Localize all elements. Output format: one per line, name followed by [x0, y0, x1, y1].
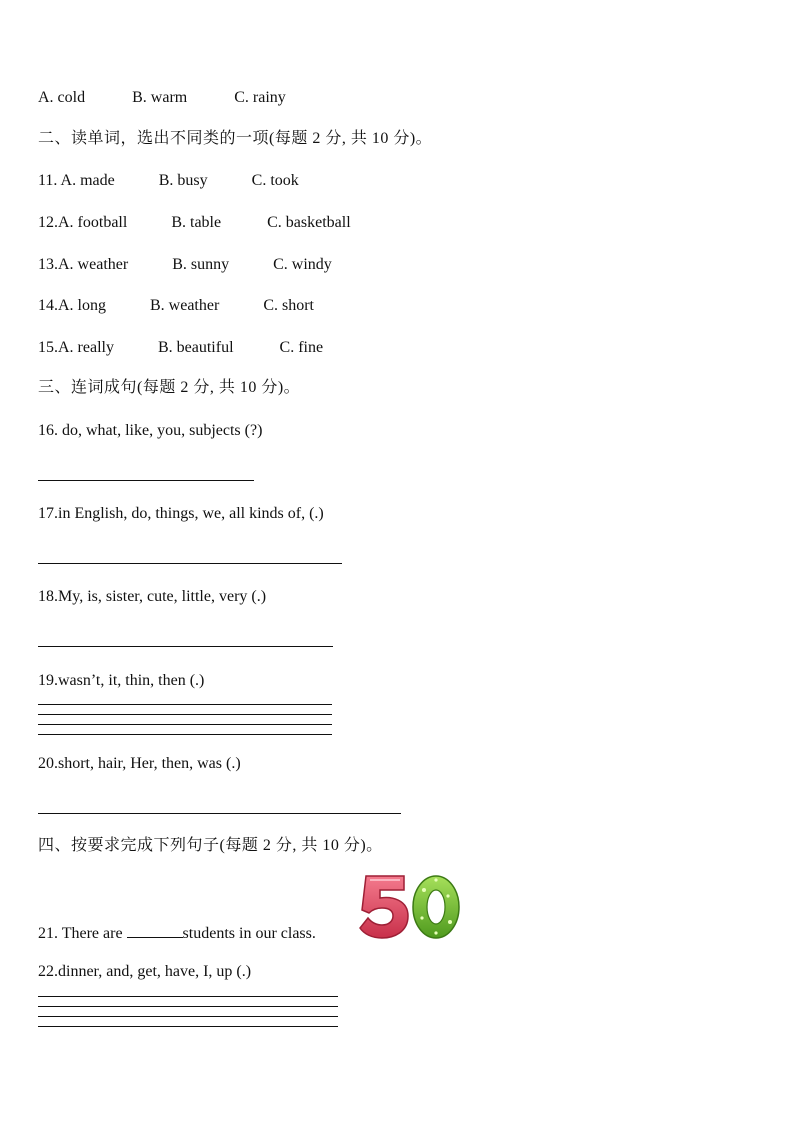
q11-option-c: C. took [251, 172, 299, 189]
q11-number: 11. [38, 172, 58, 189]
q12-option-b: B. table [171, 214, 222, 231]
q18-answer-line[interactable] [38, 646, 333, 647]
q19-answer-line-2[interactable] [38, 714, 332, 715]
q12-option-c: C. basketball [267, 214, 351, 231]
q13-option-b: B. sunny [172, 256, 230, 273]
q11-option-b: B. busy [158, 172, 208, 189]
q22-text: 22.dinner, and, get, have, I, up (.) [38, 963, 252, 980]
q15-option-c: C. fine [279, 339, 324, 356]
q10-options [38, 88, 286, 108]
q22-answer-line-3[interactable] [38, 1016, 338, 1017]
q14-number: 14. [38, 297, 58, 314]
q11 [38, 171, 299, 191]
q10-option-c: C. rainy [234, 89, 286, 106]
q19-answer-line-1[interactable] [38, 704, 332, 705]
q14-option-a: A. long [58, 297, 106, 314]
q19-text: 19.wasn’t, it, thin, then (.) [38, 672, 205, 689]
q10-option-a: A. cold [38, 89, 86, 106]
q17-text: 17.in English, do, things, we, all kinds of, (.) [38, 505, 324, 522]
q16-text: 16. do, what, like, you, subjects (?) [38, 422, 263, 439]
q15-option-a: A. really [58, 339, 114, 356]
q21-text-before: 21. There are [38, 925, 127, 942]
q21 [38, 923, 316, 944]
q14-option-b: B. weather [150, 297, 220, 314]
number-fifty-image [358, 870, 462, 942]
q11-option-a: A. made [57, 172, 115, 189]
digit-zero-shape [413, 876, 459, 938]
section2-heading: 二、读单词，选出不同类的一项(每题 2 分, 共 10 分)。 [38, 130, 433, 147]
q14-option-c: C. short [263, 297, 314, 314]
q19-answer-line-3[interactable] [38, 724, 332, 725]
q18-text: 18.My, is, sister, cute, little, very (.) [38, 588, 267, 605]
q13 [38, 255, 332, 275]
q14 [38, 296, 314, 316]
q12-option-a: A. football [58, 214, 128, 231]
q21-text-after: students in our class. [182, 925, 316, 942]
q15-option-b: B. beautiful [157, 339, 234, 356]
q12 [38, 213, 351, 233]
q22-answer-line-1[interactable] [38, 996, 338, 997]
q12-number: 12. [38, 214, 58, 231]
section3-heading: 三、连词成句(每题 2 分, 共 10 分)。 [38, 379, 301, 396]
q10-option-b: B. warm [132, 89, 188, 106]
digit-five-shape [360, 876, 408, 938]
q21-blank[interactable] [127, 923, 183, 938]
q13-number: 13. [38, 256, 58, 273]
q22-answer-line-4[interactable] [38, 1026, 338, 1027]
q15-number: 15. [38, 339, 58, 356]
q22-answer-line-2[interactable] [38, 1006, 338, 1007]
q13-option-a: A. weather [58, 256, 129, 273]
q20-answer-line[interactable] [38, 813, 401, 814]
q19-answer-line-4[interactable] [38, 734, 332, 735]
q15 [38, 338, 323, 358]
q20-text: 20.short, hair, Her, then, was (.) [38, 755, 241, 772]
section4-heading: 四、按要求完成下列句子(每题 2 分, 共 10 分)。 [38, 837, 383, 854]
q16-answer-line[interactable] [38, 480, 254, 481]
q13-option-c: C. windy [273, 256, 332, 273]
q17-answer-line[interactable] [38, 563, 342, 564]
